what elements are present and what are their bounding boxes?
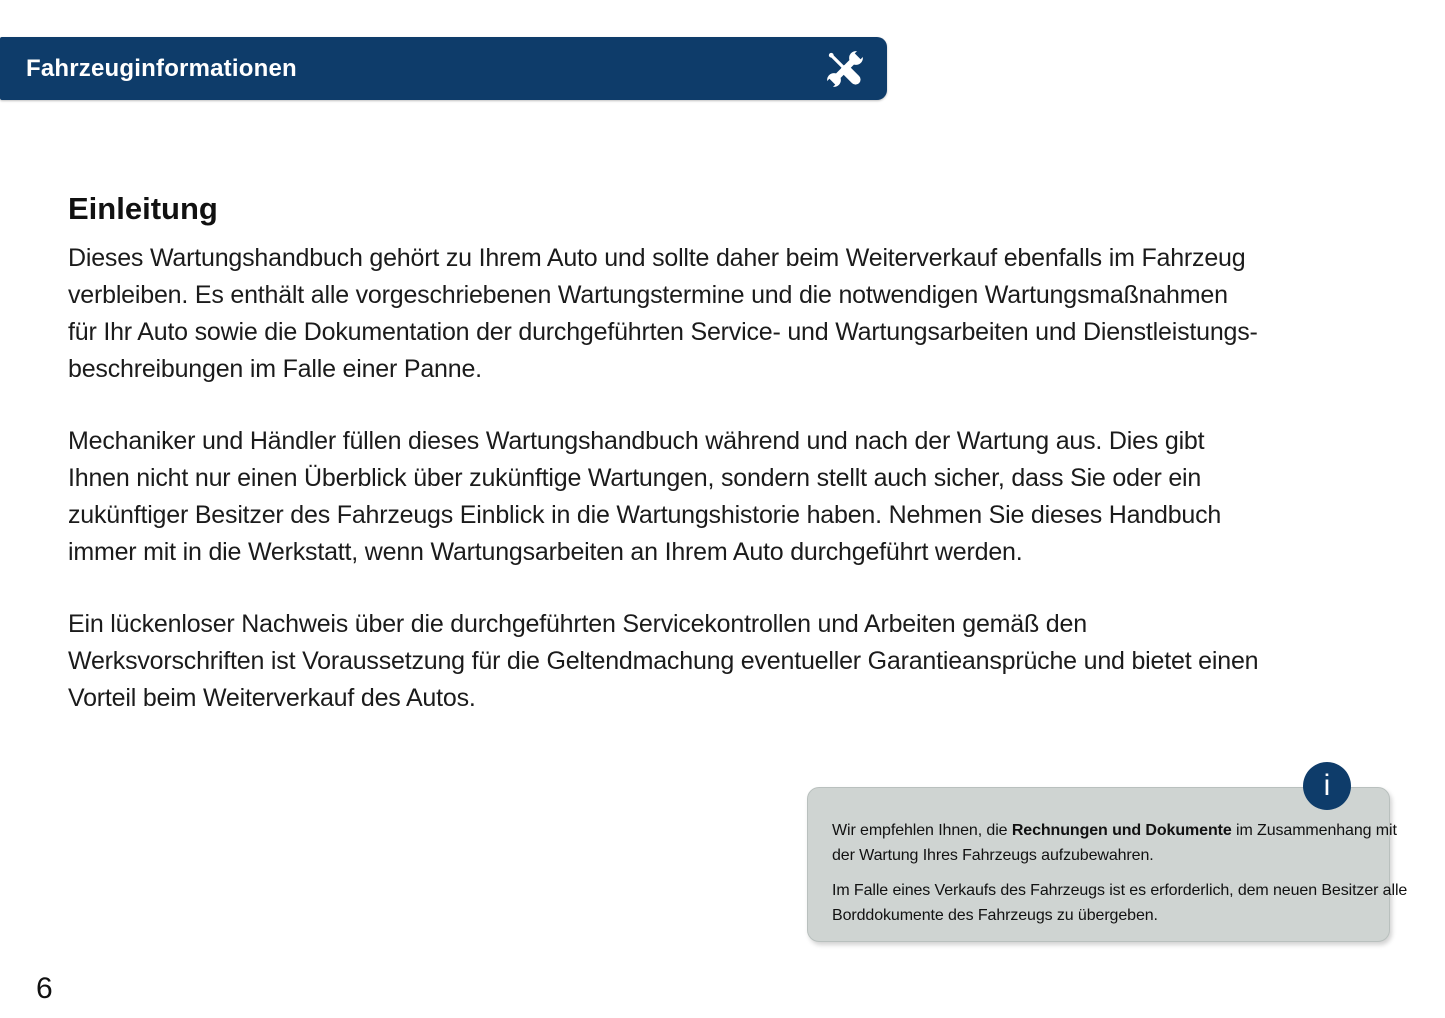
section-header-bar: [0, 37, 887, 100]
paragraph-line: Ein lückenloser Nachweis über die durchgeführten Servicekontrollen und Arbeiten gemäß den: [68, 610, 1087, 638]
paragraph-line: Vorteil beim Weiterverkauf des Autos.: [68, 684, 476, 712]
info-box: [807, 787, 1408, 942]
info-box-paragraph: [832, 818, 1397, 868]
paragraph-line: Dieses Wartungshandbuch gehört zu Ihrem Auto und sollte daher beim Weiterverkauf ebenfalls im Fahrzeug: [68, 244, 1246, 272]
paragraph-line: immer mit in die Werkstatt, wenn Wartungsarbeiten an Ihrem Auto durchgeführt werden.: [68, 538, 1023, 566]
paragraph: [68, 423, 1398, 571]
paragraph-line: für Ihr Auto sowie die Dokumentation der durchgeführten Service- und Wartungsarbeiten und Dienstleistungs-: [68, 318, 1258, 346]
section-title: Fahrzeuginformationen: [26, 54, 297, 82]
info-box-line: Im Falle eines Verkaufs des Fahrzeugs ist es erforderlich, dem neuen Besitzer alle: [832, 882, 1408, 899]
info-text: im Zusammenhang mit: [1231, 822, 1397, 839]
paragraph-line: beschreibungen im Falle einer Panne.: [68, 355, 482, 383]
info-box-line: der Wartung Ihres Fahrzeugs aufzubewahren.: [832, 847, 1154, 864]
tools-icon: [823, 47, 867, 91]
paragraph: [68, 240, 1398, 388]
paragraph-line: Mechaniker und Händler füllen dieses Wartungshandbuch während und nach der Wartung aus. Dies gibt: [68, 427, 1205, 455]
paragraph-line: Werksvorschriften ist Voraussetzung für die Geltendmachung eventueller Garantieansprüche und bietet einen: [68, 647, 1259, 675]
info-box-line: Borddokumente des Fahrzeugs zu übergeben.: [832, 907, 1158, 924]
paragraph-line: zukünftiger Besitzer des Fahrzeugs Einblick in die Wartungshistorie haben. Nehmen Sie dieses Handbuch: [68, 501, 1222, 529]
main-content: [68, 192, 1398, 752]
info-text-bold: Rechnungen und Dokumente: [1011, 822, 1232, 839]
page-heading: Einleitung: [68, 191, 218, 226]
paragraph-line: Ihnen nicht nur einen Überblick über zukünftige Wartungen, sondern stellt auch sicher, dass Sie oder ein: [68, 464, 1202, 492]
info-icon: i: [1303, 762, 1351, 810]
info-box-paragraph: [832, 878, 1408, 928]
info-box-line: [832, 818, 1397, 843]
page-number: 6: [36, 972, 53, 1005]
info-text: Wir empfehlen Ihnen, die: [832, 822, 1012, 839]
paragraph: [68, 606, 1398, 717]
paragraph-line: verbleiben. Es enthält alle vorgeschriebenen Wartungstermine und die notwendigen Wartungsmaßnahmen: [68, 281, 1228, 309]
